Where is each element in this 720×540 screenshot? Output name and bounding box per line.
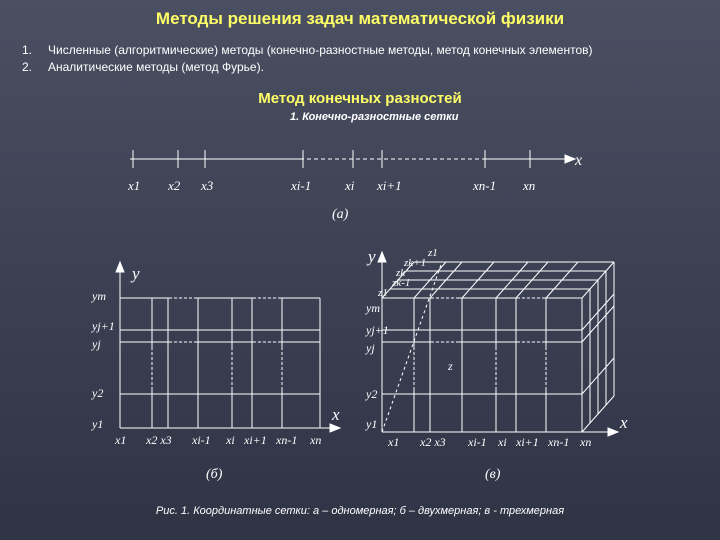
grid-2d-x-axis-label: x bbox=[332, 405, 340, 424]
grid-1d-tick-label: x1 bbox=[128, 178, 141, 193]
grid-2d bbox=[116, 262, 340, 432]
list-item-number: 1. bbox=[22, 43, 33, 57]
grid-3d-x-arrowhead bbox=[608, 428, 618, 436]
grid-3d-y-label: y2 bbox=[366, 387, 378, 401]
grid-3d-x-labels bbox=[387, 435, 591, 449]
grid-2d-x-labels bbox=[114, 433, 321, 447]
grid-2d-x-arrowhead bbox=[330, 424, 340, 432]
grid-2d-x-label: x2 x3 bbox=[146, 433, 172, 447]
grid-3d-front-face bbox=[382, 298, 582, 432]
grid-3d-x-label: xn bbox=[580, 435, 592, 449]
grid-2d-y-label: ym bbox=[92, 289, 106, 303]
grid-1d-tick-label: xn-1 bbox=[473, 178, 497, 193]
grid-2d-y-axis-label: y bbox=[132, 264, 140, 283]
grid-2d-x-label: xi-1 bbox=[192, 433, 211, 447]
grid-2d-y-labels bbox=[91, 289, 115, 431]
grid-1d-tick-label: xi+1 bbox=[377, 178, 402, 193]
grid-2d-caption: (б) bbox=[206, 467, 223, 482]
section-subtitle: 1. Конечно-разностные сетки bbox=[290, 111, 459, 123]
grid-3d-caption: (в) bbox=[485, 467, 501, 482]
grid-3d-y-labels bbox=[365, 301, 389, 431]
grid-1d-tick-label: xi bbox=[345, 178, 355, 193]
grid-3d-gaps bbox=[414, 298, 546, 390]
list-item-text: Численные (алгоритмические) методы (конечно-разностные методы, метод конечных элементов) bbox=[48, 43, 593, 57]
grid-2d-y-label: y2 bbox=[92, 386, 104, 400]
grid-3d-y-axis-label: y bbox=[368, 247, 376, 266]
grid-3d-z-label: z1 bbox=[428, 247, 438, 259]
section-title: Метод конечных разностей bbox=[258, 90, 462, 107]
list-item-number: 2. bbox=[22, 60, 33, 74]
grid-3d-z-label: zk-1 bbox=[392, 277, 411, 289]
grid-2d-y-label: yj bbox=[92, 337, 101, 351]
grid-3d-x-label: xi bbox=[498, 435, 507, 449]
grid-3d-z-labels bbox=[377, 247, 438, 299]
grid-1d-axis-label: x bbox=[575, 152, 583, 169]
grid-1d-tick-label: xi-1 bbox=[291, 178, 312, 193]
grid-2d-gaps bbox=[152, 298, 282, 390]
grid-3d-x-label: xi-1 bbox=[468, 435, 487, 449]
grid-3d-z-label: z1 bbox=[378, 287, 388, 299]
grid-3d-z-label: zk+1 bbox=[404, 257, 427, 269]
grid-2d-x-label: xn-1 bbox=[276, 433, 298, 447]
list-item-text: Аналитические методы (метод Фурье). bbox=[48, 60, 264, 74]
grid-2d-columns bbox=[152, 298, 320, 428]
grid-1d-tick-label: x3 bbox=[201, 178, 214, 193]
figure-caption: Рис. 1. Координатные сетки: а – одномерная; б – двухмерная; в - трехмерная bbox=[155, 505, 565, 517]
grid-3d-y-label: ym bbox=[366, 301, 380, 315]
grid-3d-x-label: xn-1 bbox=[548, 435, 570, 449]
grid-1d-arrowhead bbox=[565, 155, 575, 163]
grid-1d-tick-label: x2 bbox=[168, 178, 181, 193]
grid-2d-rows bbox=[120, 298, 320, 394]
grid-3d bbox=[378, 252, 618, 436]
grid-1d-tick-label: xn bbox=[523, 178, 536, 193]
grid-3d-x-label: x1 bbox=[388, 435, 400, 449]
grid-3d-z-axis-label: z bbox=[448, 359, 453, 373]
grid-3d-z-label: zk bbox=[396, 267, 406, 279]
grid-2d-y-arrowhead bbox=[116, 262, 124, 272]
grid-1d-tick-labels bbox=[127, 178, 535, 193]
grid-3d-x-label: xi+1 bbox=[516, 435, 539, 449]
grid-3d-y-label: yj+1 bbox=[366, 323, 389, 337]
grid-3d-right-face bbox=[582, 262, 614, 432]
grid-3d-x-axis-label: x bbox=[620, 413, 628, 432]
grid-1d-caption: (а) bbox=[332, 207, 349, 222]
grid-3d-y-label: y1 bbox=[366, 417, 378, 431]
grid-3d-y-arrowhead bbox=[378, 252, 386, 262]
grid-2d-x-label: xi+1 bbox=[244, 433, 267, 447]
grid-2d-x-label: x1 bbox=[115, 433, 127, 447]
grid-2d-x-label: xi bbox=[226, 433, 235, 447]
grid-1d bbox=[130, 150, 575, 168]
grid-3d-x-label: x2 x3 bbox=[420, 435, 446, 449]
grid-2d-y-label: yj+1 bbox=[92, 319, 115, 333]
slide-title: Методы решения задач математической физики bbox=[155, 9, 565, 28]
grid-3d-y-label: yj bbox=[366, 341, 375, 355]
grid-2d-y-label: y1 bbox=[92, 417, 104, 431]
grid-2d-x-label: xn bbox=[310, 433, 322, 447]
